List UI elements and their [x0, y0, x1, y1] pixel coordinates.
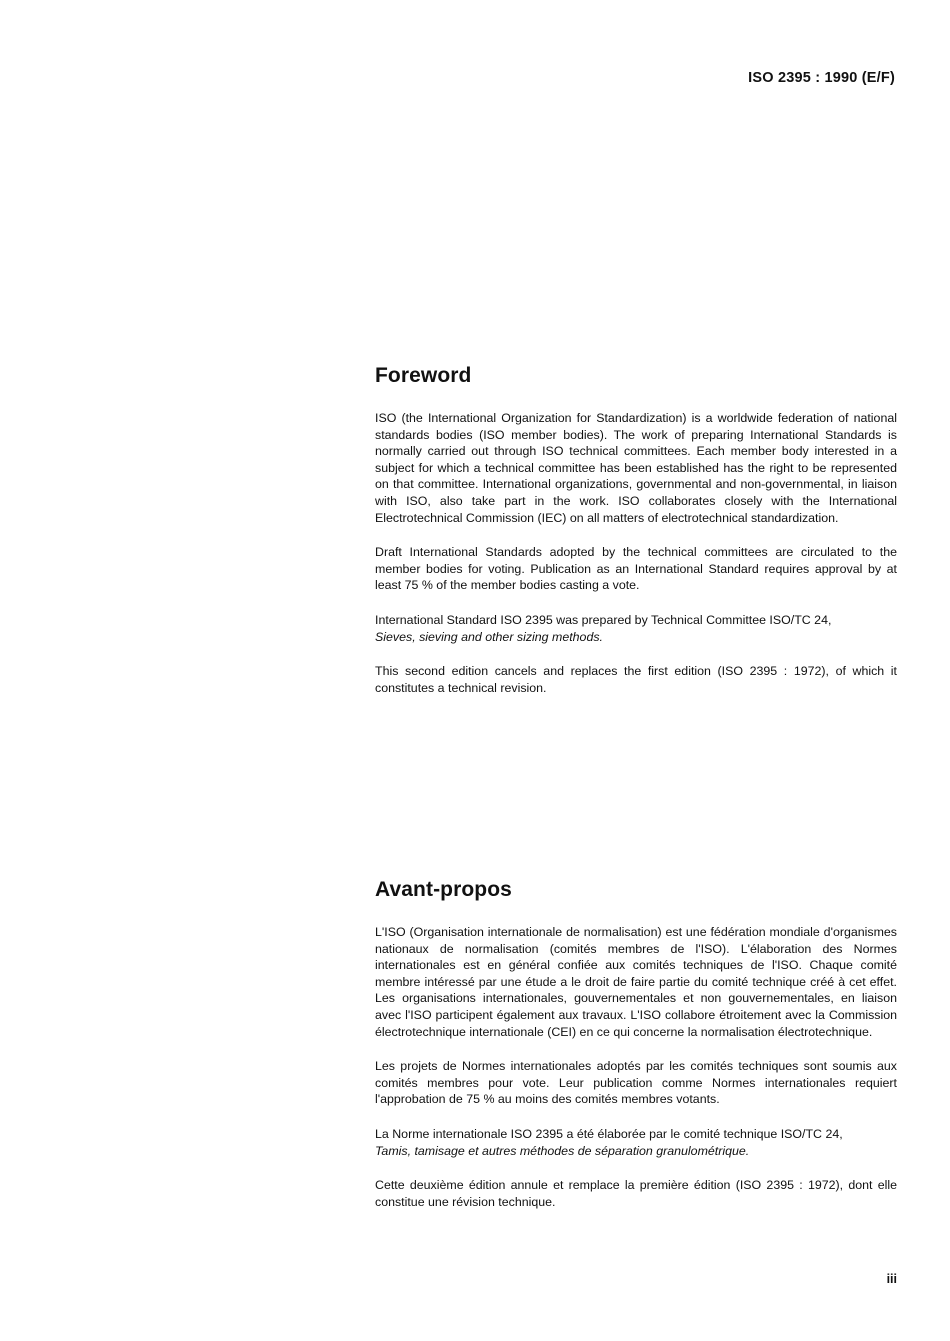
foreword-paragraph-1: ISO (the International Organization for Standardization) is a worldwide federation of national standards bodies (ISO member bodies). The work of preparing International Standards is normally carried out through ISO technical committees. Each member body interested in a subject for which a technical committee has been established has the right to be represented on that committee. International organizations, governmental and non-governmental, in liaison with ISO, also take part in the work. ISO collaborates closely with the International Electrotechnical Commission (IEC) on all matters of electrotechnical standardization.	[375, 411, 897, 525]
avant-propos-paragraph-4: Cette deuxième édition annule et remplace la première édition (ISO 2395 : 1972), dont elle constitue une révision technique.	[375, 1178, 897, 1209]
avant-propos-title: Avant-propos	[375, 878, 512, 901]
foreword-paragraph-4: This second edition cancels and replaces the first edition (ISO 2395 : 1972), of which it constitutes a technical revision.	[375, 664, 897, 695]
document-identifier: ISO 2395 : 1990 (E/F)	[748, 70, 895, 86]
foreword-paragraph-3-text: International Standard ISO 2395 was prepared by Technical Committee ISO/TC 24,	[375, 612, 832, 627]
avant-propos-paragraph-1: L'ISO (Organisation internationale de normalisation) est une fédération mondiale d'organismes nationaux de normalisation (comités membres de l'ISO). L'élaboration des Normes internationales est en général confiée aux comités techniques de l'ISO. Chaque comité membre intéressé par une étude a le droit de faire partie du comité technique créé à cet effet. Les organisations internationales, gouvernementales et non gouvernementales, en liaison avec l'ISO participent également aux travaux. L'ISO collabore étroitement avec la Commission électrotechnique internationale (CEI) en ce qui concerne la normalisation électrotechnique.	[375, 925, 897, 1039]
avant-propos-committee-title: Tamis, tamisage et autres méthodes de séparation granulométrique.	[375, 1143, 750, 1158]
foreword-paragraph-3	[375, 612, 897, 645]
page-number: iii	[886, 1272, 897, 1286]
avant-propos-paragraph-3	[375, 1126, 897, 1159]
avant-propos-paragraph-3-text: La Norme internationale ISO 2395 a été élaborée par le comité technique ISO/TC 24,	[375, 1126, 843, 1141]
foreword-title: Foreword	[375, 364, 472, 387]
avant-propos-paragraph-2: Les projets de Normes internationales adoptés par les comités techniques sont soumis aux comités membres pour vote. Leur publication comme Normes internationales requiert l'approbation de 75 % au moins des comités membres votants.	[375, 1059, 897, 1107]
foreword-committee-title: Sieves, sieving and other sizing methods.	[375, 629, 603, 644]
avant-propos-section	[375, 878, 897, 1228]
foreword-section	[375, 364, 897, 714]
foreword-paragraph-2: Draft International Standards adopted by the technical committees are circulated to the member bodies for voting. Publication as an International Standard requires approval by at least 75 % of the member bodies casting a vote.	[375, 545, 897, 593]
